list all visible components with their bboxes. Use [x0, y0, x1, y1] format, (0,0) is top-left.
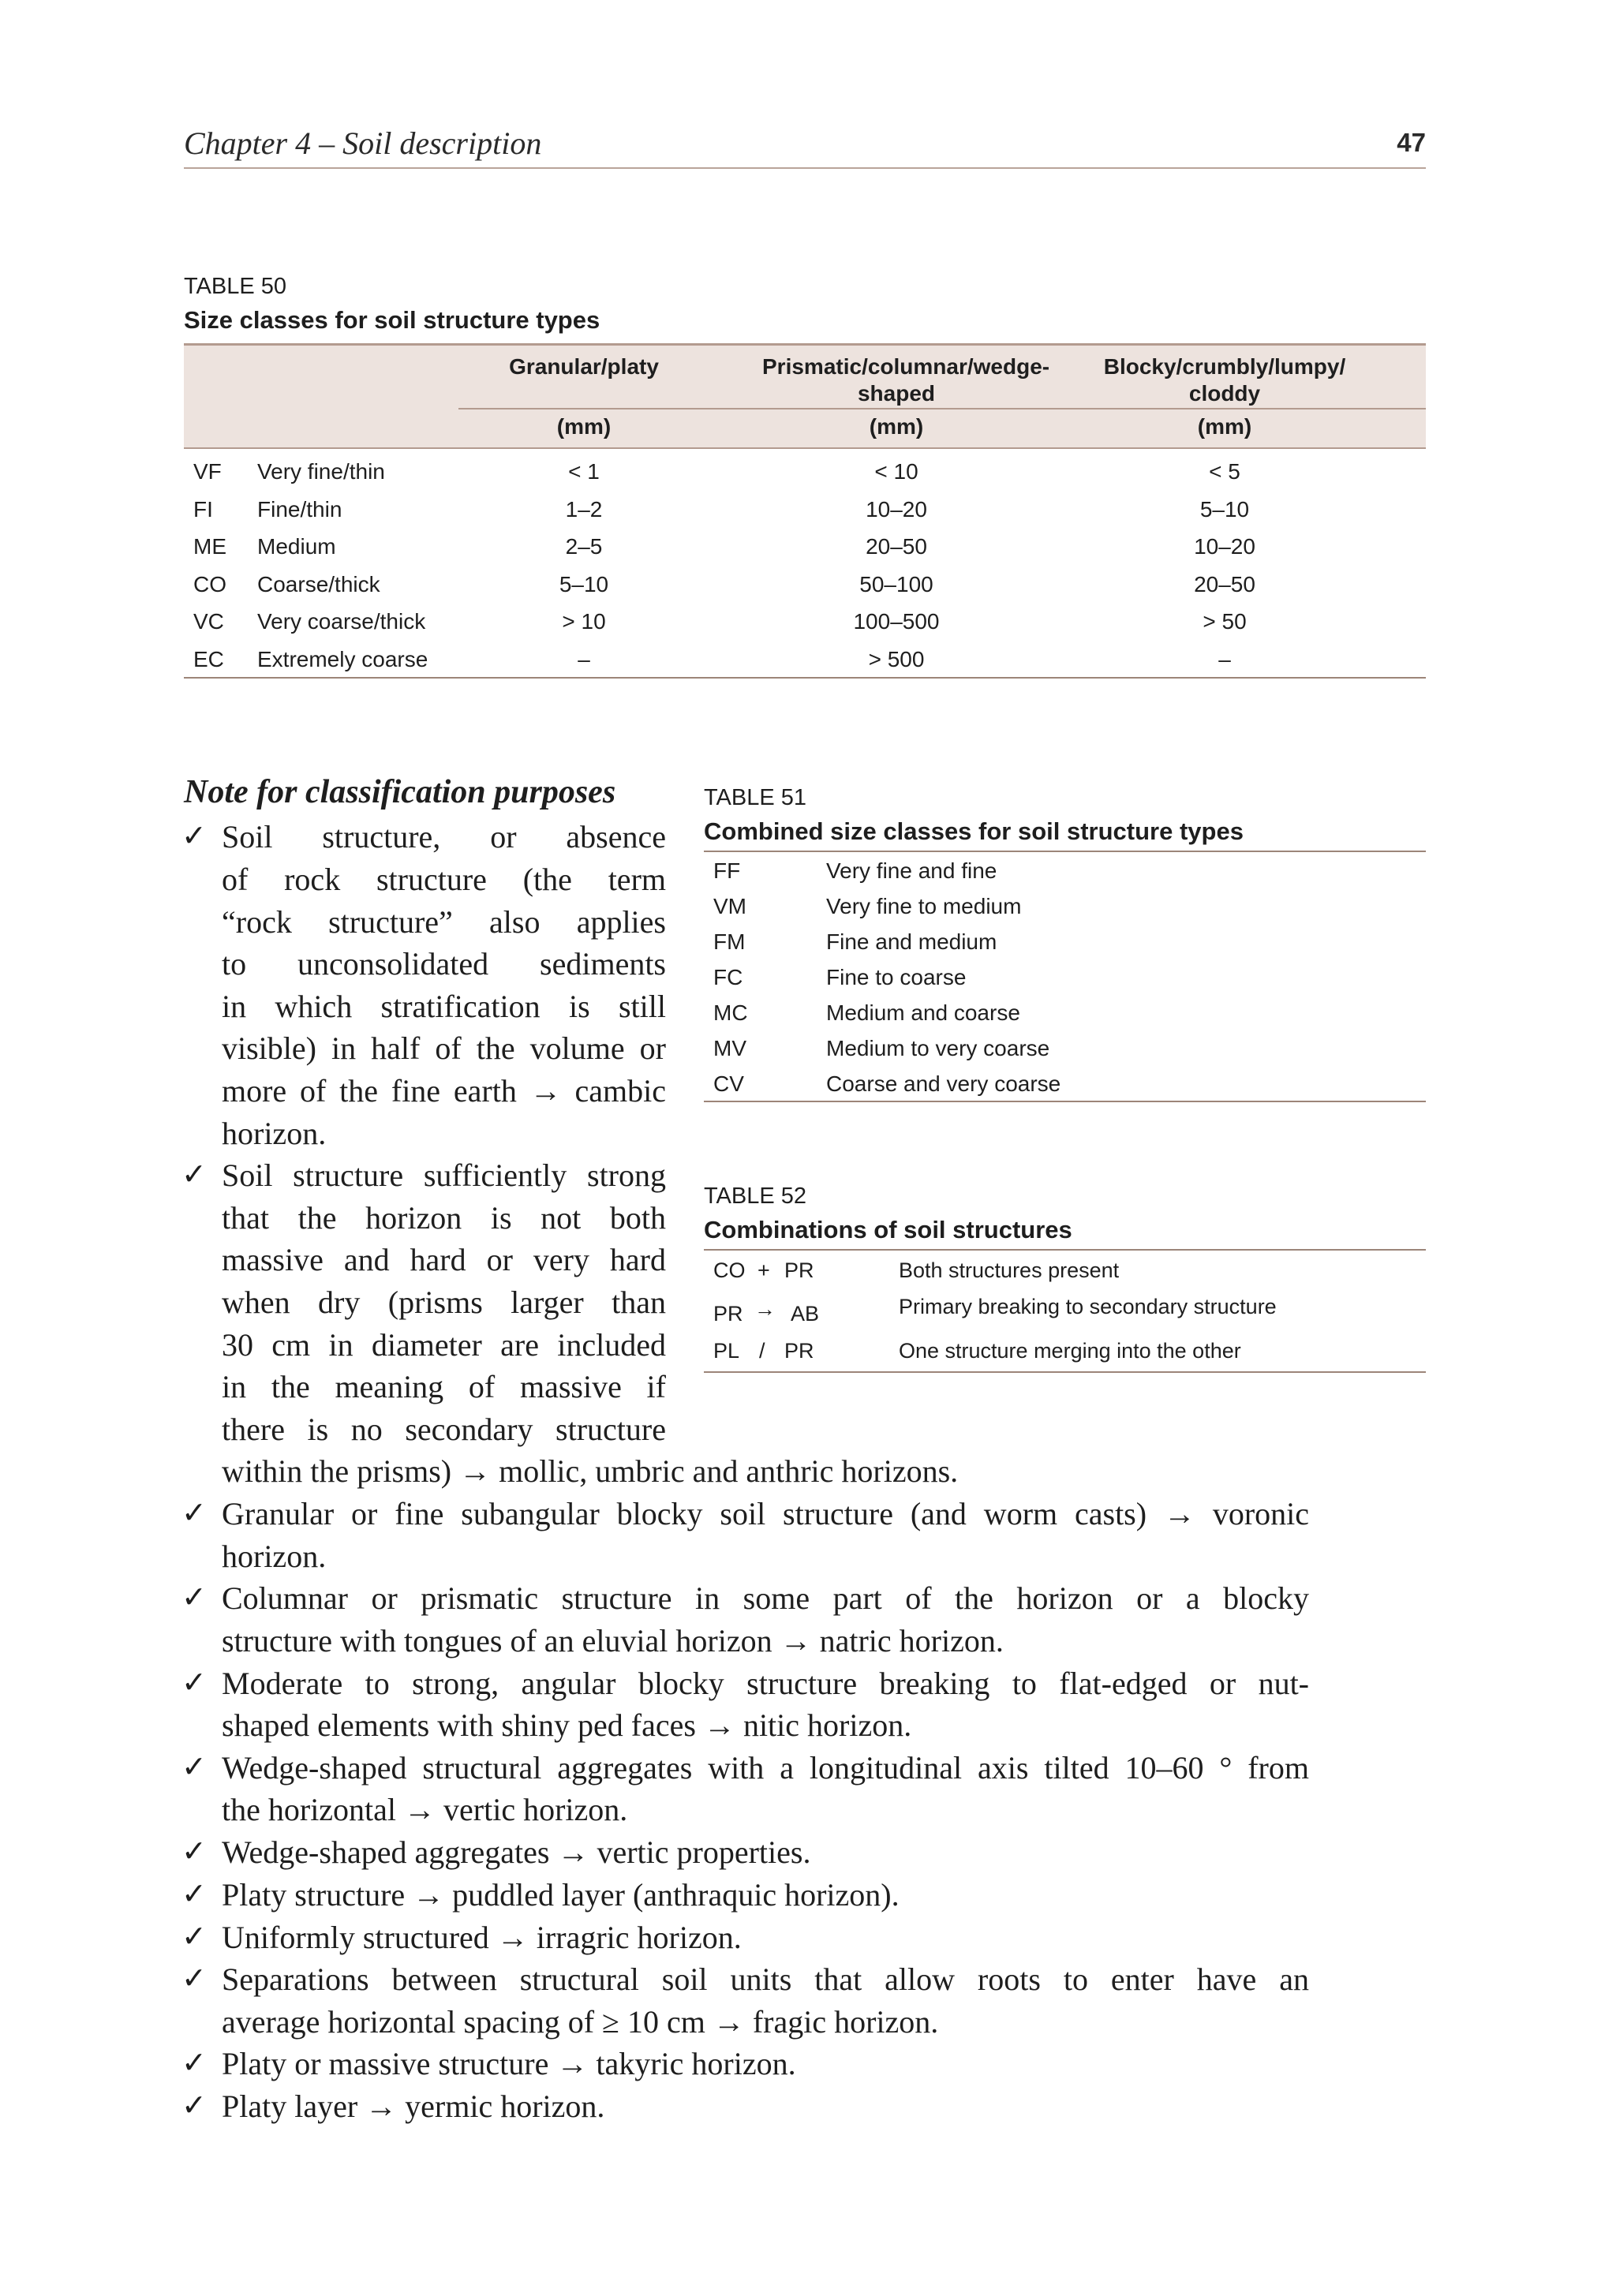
- table-row: [704, 923, 1426, 959]
- note-line: visible) in half of the volume or: [222, 1030, 666, 1066]
- col-header-text: Prismatic/columnar/wedge-: [762, 354, 1050, 379]
- note-line: within the prisms) → mollic, umbric and anthric horizons.: [222, 1453, 959, 1489]
- desc-cell: Very fine to medium: [826, 894, 1022, 918]
- note-line: Granular or fine subangular blocky soil structure (and worm casts) → voronic: [222, 1496, 1309, 1531]
- note-line: horizon.: [222, 1116, 327, 1151]
- note-line: Wedge-shaped aggregates → vertic properties.: [222, 1834, 811, 1870]
- blocky-cell: 5–10: [1199, 496, 1250, 522]
- desc-cell: Medium to very coarse: [826, 1036, 1050, 1060]
- table-row: [704, 959, 1426, 994]
- code-cell: FF: [713, 858, 741, 883]
- table50-unit: (mm): [556, 414, 612, 439]
- table50-col-blocky: [1091, 353, 1358, 407]
- code-cell: ME: [193, 534, 226, 559]
- checkmark-icon: ✓: [181, 1497, 207, 1530]
- code-cell: MV: [713, 1036, 746, 1060]
- structure-a: CO: [713, 1258, 746, 1282]
- table-row: [184, 527, 1426, 565]
- note-line: the horizontal → vertic horizon.: [222, 1792, 628, 1827]
- note-line: that the horizon is not both: [222, 1200, 666, 1236]
- code-cell: FC: [713, 965, 743, 989]
- table-row: [704, 994, 1426, 1030]
- note-line: Wedge-shaped structural aggregates with a longitudinal axis tilted 10–60 ° from: [222, 1750, 1309, 1786]
- table51-title: Combined size classes for soil structure types: [704, 817, 1244, 845]
- table-row: [704, 1065, 1426, 1101]
- checkmark-icon: ✓: [181, 1751, 207, 1784]
- table52: [704, 1249, 1426, 1373]
- desc-cell: Primary breaking to secondary structure: [899, 1295, 1277, 1318]
- operator: +: [758, 1258, 770, 1282]
- note-line: Uniformly structured → irragric horizon.: [222, 1920, 742, 1955]
- note-line: structure with tongues of an eluvial horizon → natric horizon.: [222, 1623, 1004, 1658]
- note-line: Soil structure, or absence: [222, 819, 666, 854]
- checkmark-icon: ✓: [181, 1920, 207, 1954]
- table-row: [184, 602, 1426, 640]
- note-line: Platy layer → yermic horizon.: [222, 2088, 605, 2124]
- prismatic-cell: 20–50: [866, 534, 927, 559]
- table52-title: Combinations of soil structures: [704, 1216, 1072, 1243]
- note-line: in the meaning of massive if: [222, 1369, 666, 1404]
- note-line: “rock structure” also applies: [222, 904, 666, 940]
- code-cell: CO: [193, 571, 226, 596]
- note-line: Columnar or prismatic structure in some part of the horizon or a blocky: [222, 1580, 1309, 1616]
- note-line: Moderate to strong, angular blocky structure breaking to flat-edged or nut-: [222, 1666, 1309, 1701]
- page-number: 47: [1397, 128, 1426, 157]
- code-cell: FM: [713, 929, 746, 954]
- note-line: Platy or massive structure → takyric horizon.: [222, 2046, 796, 2081]
- note-line: of rock structure (the term: [222, 862, 666, 897]
- desc-cell: Coarse and very coarse: [826, 1071, 1061, 1096]
- name-cell: Coarse/thick: [257, 571, 380, 596]
- checkmark-icon: ✓: [181, 1666, 207, 1700]
- operator: →: [754, 1297, 776, 1321]
- note-line: 30 cm in diameter are included: [222, 1327, 666, 1363]
- desc-cell: Both structures present: [899, 1258, 1120, 1282]
- name-cell: Very coarse/thick: [257, 609, 426, 634]
- running-title: Chapter 4 – Soil description: [184, 125, 542, 161]
- desc-cell: Medium and coarse: [826, 1000, 1020, 1025]
- blocky-cell: > 50: [1203, 609, 1247, 634]
- code-cell: VF: [193, 459, 222, 484]
- running-head: [184, 118, 1426, 169]
- name-cell: Fine/thin: [257, 496, 342, 522]
- desc-cell: Fine to coarse: [826, 965, 967, 989]
- blocky-cell: 20–50: [1194, 571, 1255, 596]
- operator: /: [759, 1339, 765, 1363]
- checkmark-icon: ✓: [181, 1962, 207, 1995]
- prismatic-cell: 10–20: [866, 496, 927, 522]
- name-cell: Very fine/thin: [257, 459, 385, 484]
- table-row: [704, 1291, 1426, 1331]
- table50-label: TABLE 50: [184, 274, 287, 299]
- desc-cell: One structure merging into the other: [899, 1339, 1241, 1363]
- structure-b: PR: [784, 1258, 814, 1282]
- col-header-text: Granular/platy: [509, 354, 659, 379]
- code-cell: EC: [193, 646, 224, 671]
- structure-a: PR: [713, 1302, 743, 1326]
- checkmark-icon: ✓: [181, 1158, 207, 1191]
- col-header-text: cloddy: [1188, 381, 1261, 406]
- code-cell: VM: [713, 894, 746, 918]
- table50-header: [184, 343, 1426, 449]
- table50-col-granular: [458, 353, 709, 380]
- table51: [704, 851, 1426, 1102]
- checkmark-icon: ✓: [181, 2047, 207, 2080]
- table-row: [184, 565, 1426, 603]
- note-line: there is no secondary structure: [222, 1412, 666, 1447]
- desc-cell: Very fine and fine: [826, 858, 997, 883]
- note-line: Platy structure → puddled layer (anthraquic horizon).: [222, 1877, 900, 1913]
- code-cell: MC: [713, 1000, 748, 1025]
- note-line: horizon.: [222, 1539, 327, 1574]
- table50-unit: (mm): [1197, 414, 1252, 439]
- table50-unit: (mm): [869, 414, 924, 439]
- col-header-text: shaped: [857, 381, 936, 406]
- structure-b: PR: [784, 1339, 814, 1363]
- table-row: [704, 1030, 1426, 1065]
- note-line: in which stratification is still: [222, 989, 666, 1024]
- note-line: more of the fine earth → cambic: [222, 1073, 666, 1109]
- table50-bottom-rule: [184, 677, 1426, 679]
- table-row: [704, 888, 1426, 923]
- note-line: Separations between structural soil units that allow roots to enter have an: [222, 1961, 1309, 1997]
- table-row: [184, 490, 1426, 528]
- code-cell: FI: [193, 496, 213, 522]
- checkmark-icon: ✓: [181, 2089, 207, 2122]
- checkmark-icon: ✓: [181, 1581, 207, 1614]
- table-row: [704, 1331, 1426, 1371]
- note-heading: Note for classification purposes: [184, 774, 616, 810]
- granular-cell: 2–5: [565, 534, 603, 559]
- granular-cell: –: [578, 646, 590, 671]
- prismatic-cell: < 10: [874, 459, 918, 484]
- granular-cell: 1–2: [565, 496, 603, 522]
- checkmark-icon: ✓: [181, 1835, 207, 1868]
- col-header-text: Blocky/crumbly/lumpy/: [1103, 354, 1346, 379]
- name-cell: Medium: [257, 534, 336, 559]
- checkmark-icon: ✓: [181, 820, 207, 853]
- note-line: average horizontal spacing of ≥ 10 cm → fragic horizon.: [222, 2004, 939, 2040]
- prismatic-cell: 50–100: [859, 571, 933, 596]
- granular-cell: 5–10: [559, 571, 609, 596]
- note-line: massive and hard or very hard: [222, 1242, 666, 1277]
- table-row: [704, 852, 1426, 888]
- table50-title: Size classes for soil structure types: [184, 306, 600, 334]
- table-row: [184, 452, 1426, 490]
- note-line: shaped elements with shiny ped faces → nitic horizon.: [222, 1707, 912, 1743]
- blocky-cell: 10–20: [1194, 534, 1255, 559]
- table-row: [704, 1251, 1426, 1291]
- table50-col-prismatic: [762, 353, 1050, 407]
- prismatic-cell: 100–500: [853, 609, 940, 634]
- granular-cell: > 10: [562, 609, 606, 634]
- name-cell: Extremely coarse: [257, 646, 428, 671]
- note-line: Soil structure sufficiently strong: [222, 1157, 666, 1193]
- table50: [184, 343, 1426, 679]
- checkmark-icon: ✓: [181, 1878, 207, 1911]
- prismatic-cell: > 500: [868, 646, 925, 671]
- table50-header-divider: [458, 408, 1426, 409]
- table-row: [184, 640, 1426, 678]
- blocky-cell: < 5: [1209, 459, 1240, 484]
- code-cell: CV: [713, 1071, 744, 1096]
- granular-cell: < 1: [568, 459, 600, 484]
- structure-a: PL: [713, 1339, 740, 1363]
- code-cell: VC: [193, 609, 224, 634]
- note-line: to unconsolidated sediments: [222, 946, 666, 982]
- table51-label: TABLE 51: [704, 785, 807, 810]
- note-line: when dry (prisms larger than: [222, 1284, 666, 1320]
- structure-b: AB: [791, 1302, 820, 1326]
- blocky-cell: –: [1218, 646, 1231, 671]
- table52-label: TABLE 52: [704, 1184, 807, 1209]
- desc-cell: Fine and medium: [826, 929, 997, 954]
